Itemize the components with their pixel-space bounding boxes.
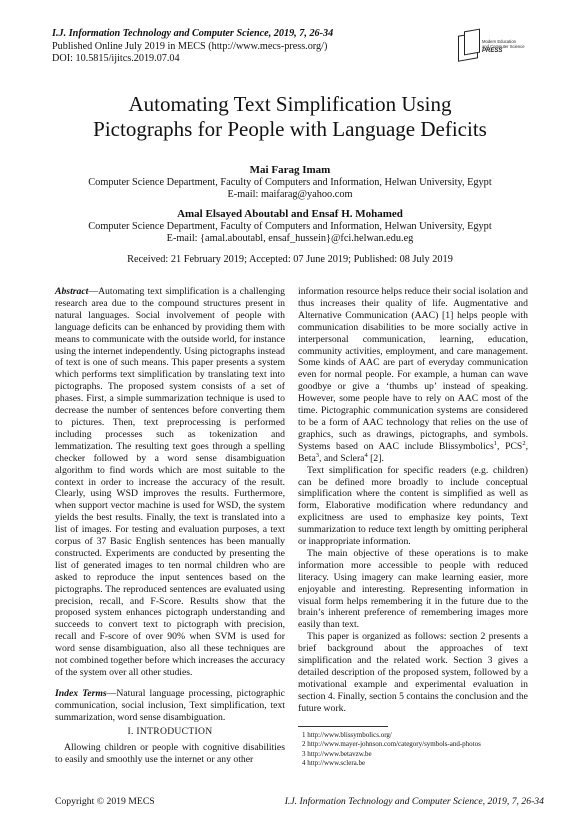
journal-footer: I.J. Information Technology and Computer Science, 2019, 7, 26-34 — [284, 796, 544, 807]
footnote: 3 http://www.betavzw.be — [302, 749, 372, 758]
footnote: 4 http://www.sclera.be — [302, 759, 366, 768]
author-email: E-mail: {amal.aboutabl, ensaf_hussein}@fci.helwan.edu.eg — [166, 233, 414, 245]
footnotes — [302, 731, 542, 769]
logo-text: Modern Education and Computer Science PRESS — [482, 39, 525, 55]
footnote-ref: 4 — [364, 451, 368, 459]
paragraph-objective: The main objective of these operations is to make information more accessible to people with reduced literacy. Using imagery can make learning easier, more enjoyable and interesting. Representing information in visual form helps remembering it in the future due to the brain’s inherent preference of remembering images more easily than text. — [298, 547, 528, 631]
abstract-label: Abstract — [55, 286, 89, 297]
abstract-text: —Automating text simplification is a challenging research area due to the compound structures present in natural languages. Social involvement of people with language deficits can be enhanced by providing them with means to communicate with the outside world, for instance using the internet independently. Using pictographs instead of text is one of such means. This paper presents a system which performs text simplification by translating text into pictographs. The proposed system consists of a set of phases. First, a simple summarization technique is used to decrease the number of sentences before converting them to pictures. Then, text preprocessing is performed including processes such as tokenization and lemmatization. The resulting text goes through a spelling checker followed by a word sense disambiguation algorithm to find words which are most suitable to the context in order to increase the accuracy of the result. Clearly, using WSD improves the results. Furthermore, when support vector machine is used for WSD, the system yields the best results. Finally, the text is translated into a list of images. For testing and evaluation purposes, a text corpus of 37 Basic English sentences has been manually constructed. Experiments are conducted by presenting the list of generated images to ten normal children who are asked to reproduce the input sentences based on the pictographs. The reproduced sentences are evaluated using precision, recall, and F-Score. Results show that the proposed system enhances pictograph understanding and succeeds to convert text to pictograph with precision, recall and F-score of over 90% when SVM is used for word sense disambiguation, also all these techniques are not combined together before which increases the accuracy of the system over all other studies. — [55, 286, 285, 678]
copyright-footer: Copyright © 2019 MECS — [55, 796, 155, 807]
publication-info: Published Online July 2019 in MECS (http://www.mecs-press.org/) — [52, 40, 328, 52]
footnote-ref: 2 — [522, 439, 526, 447]
author-block-1 — [40, 164, 540, 202]
left-column — [55, 286, 285, 724]
footnote-divider — [298, 726, 388, 727]
section-heading-introduction: I. INTRODUCTION — [127, 726, 213, 737]
abstract — [55, 286, 285, 679]
journal-header — [52, 28, 412, 66]
index-terms — [55, 688, 285, 724]
right-column — [298, 286, 528, 715]
author-block-2 — [40, 208, 540, 246]
author-affiliation: Computer Science Department, Faculty of Computers and Information, Helwan University, Egypt — [88, 220, 492, 232]
mecs-press-logo — [458, 30, 528, 64]
paragraph-organization: This paper is organized as follows: section 2 presents a brief background about the approaches of text simplification and the related work. Section 3 gives a detailed description of the proposed system, followed by a motivational example and experimental evaluation in section 4. Finally, section 5 contains the conclusion and the future work. — [298, 631, 528, 714]
doi: DOI: 10.5815/ijitcs.2019.07.04 — [52, 53, 180, 65]
footnote-ref: 3 — [315, 451, 320, 459]
logo-book-front-icon — [464, 29, 480, 56]
footnote: 1 http://www.blissymbolics.org/ — [302, 731, 392, 739]
author-name: Amal Elsayed Aboutabl and Ensaf H. Mohamed — [177, 208, 403, 220]
index-terms-text: —Natural language processing, pictographic communication, social inclusion, Text simplification, text summarization, word sense disambiguation. — [55, 687, 285, 723]
index-terms-label: Index Terms — [55, 687, 107, 699]
footnote-ref: 1 — [493, 439, 497, 447]
publication-dates: Received: 21 February 2019; Accepted: 07 June 2019; Published: 08 July 2019 — [127, 254, 453, 265]
paragraph-text-simplification: Text simplification for specific readers (e.g. children) can be defined more broadly to include conceptual simplification where the content is simplified as well as form, Elaborative modification where redundancy and explicitness are used to emphasize key points, Text summarization to reduce text length by omitting peripheral or inappropriate information. — [298, 464, 528, 548]
paragraph-aac: information resource helps reduce their social isolation and thus increases their quality of life. Augmentative and Alternative Communication (AAC) [1] helps people with communication disabilities to be more socially active in interpersonal communication, learning, education, community activities, employment, and care management. Some kinds of AAC are part of everyday communication even for normal people. For example, a human can wave goodbye or give a ‘thumbs up’ instead of speaking. However, some people have to rely on AAC most of the time. Pictographic communication systems are considered to be a form of AAC technology that relies on the use of graphics, such as drawings, pictographs, and symbols. Systems based on AAC include Blissymbolics$^1$, PCS$^2$, Beta$^3$, and Sclera$^4$ [2]. — [298, 286, 528, 464]
introduction-paragraph: Allowing children or people with cognitive disabilities to easily and smoothly use the internet or any other — [55, 742, 285, 765]
journal-citation: I.J. Information Technology and Computer Science, 2019, 7, 26-34 — [52, 28, 334, 39]
author-email: E-mail: maifarag@yahoo.com — [227, 189, 353, 201]
paper-title: Automating Text Simplification Using Pictographs for People with Language Deficits — [93, 92, 487, 141]
footnote: 2 http://www.mayer-johnson.com/category/symbols-and-photos — [302, 740, 481, 749]
author-affiliation: Computer Science Department, Faculty of Computers and Information, Helwan University, Egypt — [88, 176, 492, 188]
author-name: Mai Farag Imam — [249, 164, 331, 176]
